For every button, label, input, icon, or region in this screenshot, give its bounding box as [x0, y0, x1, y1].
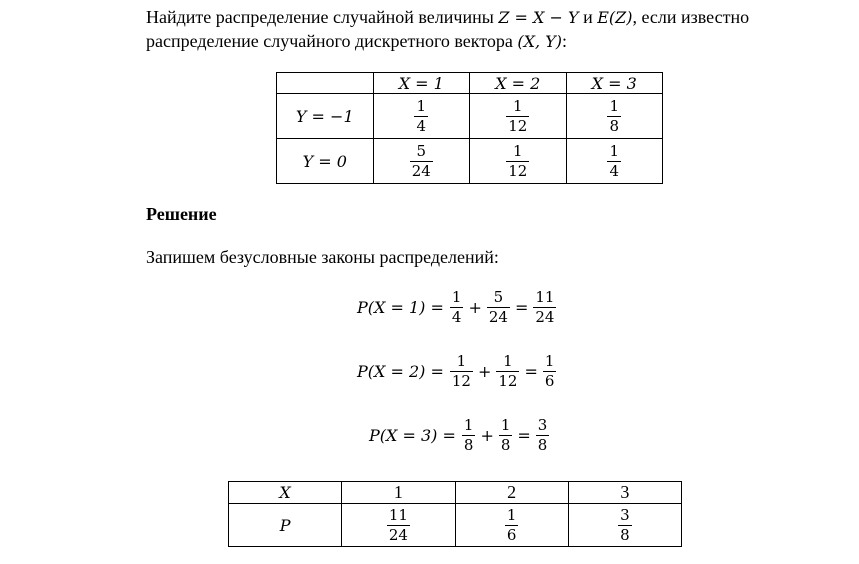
- equation-x3: [369, 416, 550, 455]
- fraction-numerator: 1: [416, 96, 427, 115]
- table-corner-cell: [277, 73, 374, 94]
- fraction-numerator: 1: [544, 352, 555, 370]
- fraction-numerator: 1: [609, 96, 620, 115]
- fraction-denominator: 6: [506, 525, 517, 544]
- equals-sign: =: [524, 362, 538, 381]
- fraction-numerator: 3: [537, 416, 548, 434]
- row-label: Y = −1: [277, 94, 374, 139]
- plus-sign: +: [477, 362, 492, 381]
- table-row: [229, 504, 682, 547]
- problem-line-1: [146, 6, 749, 29]
- equation-x1: [357, 288, 557, 327]
- value-cell: 2: [455, 482, 568, 504]
- table-cell: [470, 139, 567, 184]
- col-header: X = 2: [470, 73, 567, 94]
- problem-text-1-end: , если известно: [632, 7, 750, 27]
- fraction-numerator: 1: [512, 96, 523, 115]
- fraction: [543, 352, 557, 391]
- fraction-denominator: 24: [488, 308, 508, 326]
- fraction-numerator: 1: [500, 416, 511, 434]
- fraction-denominator: 12: [508, 116, 528, 135]
- fraction-denominator: 12: [498, 372, 518, 390]
- table-row: [277, 139, 663, 184]
- fraction-denominator: 4: [609, 161, 620, 180]
- equals-sign: =: [517, 426, 531, 445]
- table-cell: [566, 139, 662, 184]
- fraction-numerator: 1: [609, 141, 620, 160]
- fraction-numerator: 1: [456, 352, 467, 370]
- marginal-distribution-table: [228, 481, 682, 547]
- fraction-denominator: 8: [620, 525, 630, 544]
- fraction: [506, 142, 529, 181]
- plus-sign: +: [468, 298, 482, 317]
- fraction: [410, 142, 433, 181]
- fraction: [618, 506, 632, 545]
- table-cell: [373, 139, 470, 184]
- problem-text-2: распределение случайного дискретного вектора: [146, 31, 518, 51]
- plus-sign: +: [480, 426, 494, 445]
- fraction-denominator: 12: [508, 161, 528, 180]
- fraction-denominator: 6: [544, 372, 555, 390]
- fraction-numerator: 5: [416, 141, 427, 160]
- fraction-denominator: 8: [500, 436, 511, 454]
- fraction-numerator: 5: [493, 288, 504, 306]
- equals-sign: =: [514, 298, 529, 317]
- fraction-numerator: 1: [506, 505, 517, 524]
- fraction-numerator: 1: [512, 141, 523, 160]
- equation-lhs: P(X = 2) =: [357, 362, 444, 381]
- fraction-numerator: 1: [463, 416, 474, 434]
- fraction: [487, 288, 510, 327]
- value-cell: 1: [342, 482, 455, 504]
- table-cell: [342, 504, 455, 547]
- problem-text-2-end: :: [562, 31, 568, 51]
- table-cell: [373, 94, 470, 139]
- fraction-denominator: 8: [463, 436, 474, 454]
- formula-z: Z = X − Y: [498, 8, 579, 27]
- solution-heading: Решение: [146, 204, 217, 224]
- table-header-row: [277, 73, 663, 94]
- formula-ez: E(Z): [597, 8, 633, 27]
- table-row: [277, 94, 663, 139]
- fraction-denominator: 4: [451, 308, 462, 326]
- col-header: X = 3: [566, 73, 662, 94]
- problem-text-1: Найдите распределение случайной величины: [146, 7, 499, 27]
- table-cell: [566, 94, 662, 139]
- fraction: [450, 352, 473, 391]
- fraction-denominator: 24: [411, 161, 431, 180]
- table-cell: [568, 504, 681, 547]
- table-cell: [455, 504, 568, 547]
- fraction-denominator: 8: [609, 116, 620, 135]
- fraction: [533, 288, 556, 327]
- fraction-denominator: 8: [537, 436, 548, 454]
- formula-vector: (X, Y): [517, 32, 563, 51]
- fraction-denominator: 24: [535, 308, 555, 326]
- fraction: [496, 352, 519, 391]
- row-label-p: P: [229, 504, 342, 547]
- fraction: [536, 416, 550, 455]
- problem-text-and: и: [578, 7, 598, 27]
- fraction-denominator: 4: [416, 116, 427, 135]
- fraction-numerator: 3: [620, 505, 630, 524]
- fraction: [506, 97, 529, 136]
- fraction: [607, 142, 621, 181]
- fraction-denominator: 24: [388, 525, 408, 544]
- joint-distribution-table: [276, 72, 663, 184]
- table-header-row: [229, 482, 682, 504]
- fraction: [607, 97, 621, 136]
- row-label-x: X: [229, 482, 342, 504]
- fraction: [450, 288, 464, 327]
- fraction-numerator: 1: [503, 352, 513, 370]
- fraction: [499, 416, 513, 455]
- equation-x2: [357, 352, 557, 391]
- equation-lhs: P(X = 1) =: [357, 298, 444, 317]
- fraction-denominator: 12: [451, 372, 471, 390]
- equation-lhs: P(X = 3) =: [369, 426, 456, 445]
- problem-line-2: [146, 30, 567, 53]
- fraction: [505, 506, 519, 545]
- fraction-numerator: 11: [388, 505, 408, 524]
- fraction: [387, 506, 410, 545]
- intro-text: Запишем безусловные законы распределений:: [146, 247, 499, 267]
- row-label: Y = 0: [277, 139, 374, 184]
- fraction: [462, 416, 476, 455]
- value-cell: 3: [568, 482, 681, 504]
- fraction-numerator: 1: [451, 288, 462, 306]
- col-header: X = 1: [373, 73, 470, 94]
- fraction-numerator: 11: [535, 288, 555, 306]
- table-cell: [470, 94, 567, 139]
- fraction: [414, 97, 428, 136]
